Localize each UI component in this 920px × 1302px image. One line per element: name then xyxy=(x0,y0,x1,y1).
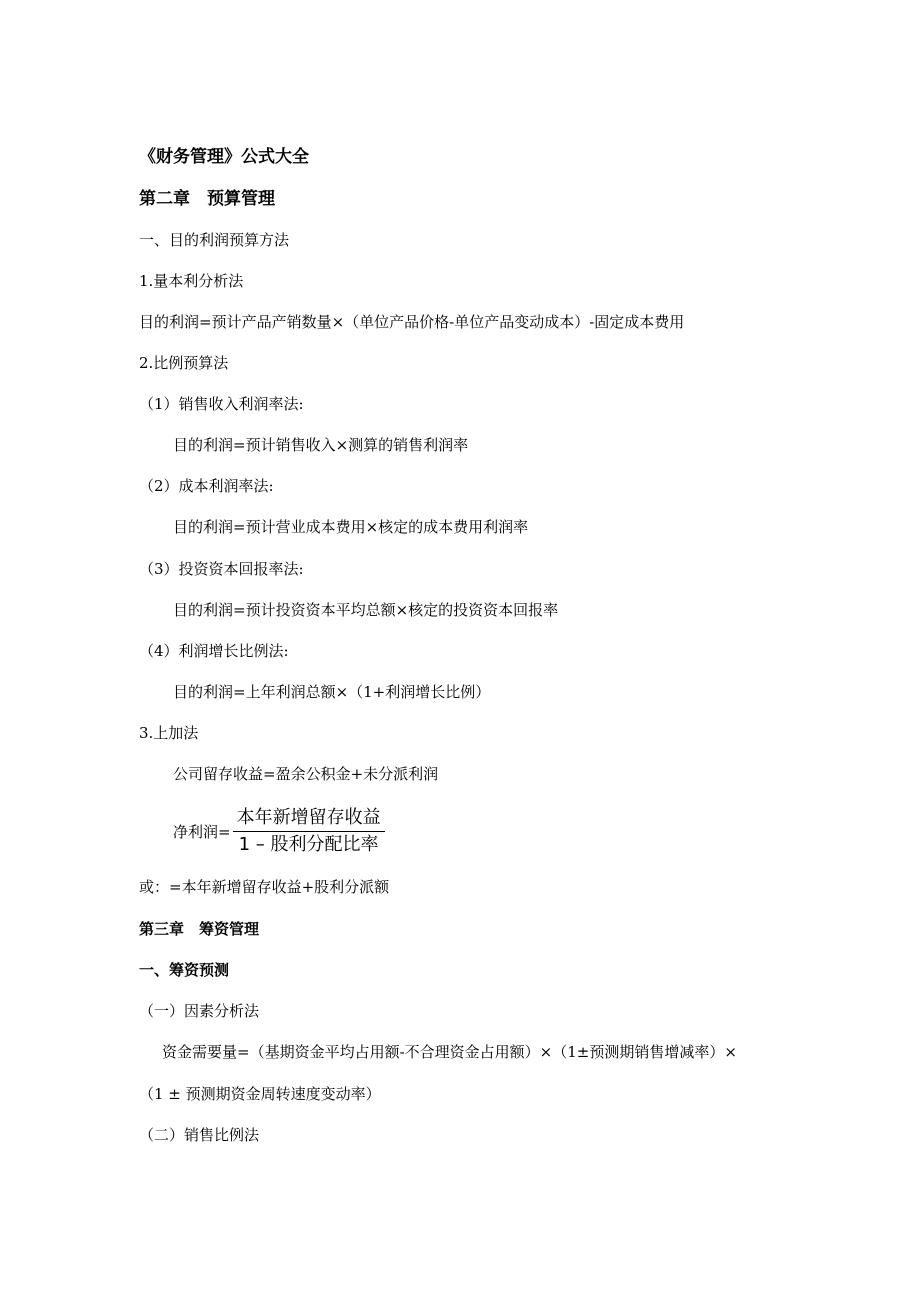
chapter-2-section-1: 一、目的利润预算方法 xyxy=(139,231,290,249)
item-1-heading: 1.量本利分析法 xyxy=(139,272,244,290)
chapter-2-heading: 第二章 预算管理 xyxy=(139,189,275,209)
net-profit-alternative: 或：=本年新增留存收益+股利分派额 xyxy=(139,878,390,896)
sales-ratio-heading: （二）销售比例法 xyxy=(139,1126,260,1144)
fraction-numerator: 本年新增留存收益 xyxy=(233,806,385,832)
chapter-3-heading: 第三章 筹资管理 xyxy=(139,920,260,938)
sub-3-heading: （3）投资资本回报率法: xyxy=(139,560,304,578)
net-profit-formula xyxy=(173,804,385,858)
chapter-3-section-1: 一、筹资预测 xyxy=(139,961,230,979)
sub-1-heading: （1）销售收入利润率法: xyxy=(139,395,304,413)
item-3-heading: 3.上加法 xyxy=(139,724,199,742)
item-2-heading: 2.比例预算法 xyxy=(139,354,229,372)
capital-requirement-formula-line-2: （1 ± 预测期资金周转速度变动率） xyxy=(139,1085,381,1103)
fraction-denominator: 1 – 股利分配比率 xyxy=(238,833,379,855)
sub-1-formula: 目的利润=预计销售收入×测算的销售利润率 xyxy=(173,436,469,454)
net-profit-fraction xyxy=(233,806,385,857)
retained-earnings-formula: 公司留存收益=盈余公积金+未分派利润 xyxy=(173,765,439,783)
sub-2-heading: （2）成本利润率法: xyxy=(139,477,274,495)
factor-analysis-heading: （一）因素分析法 xyxy=(139,1002,260,1020)
sub-3-formula: 目的利润=预计投资资本平均总额×核定的投资资本回报率 xyxy=(173,601,559,619)
document-title: 《财务管理》公式大全 xyxy=(139,147,309,167)
sub-2-formula: 目的利润=预计营业成本费用×核定的成本费用利润率 xyxy=(173,518,529,536)
net-profit-label: 净利润= xyxy=(173,822,231,841)
capital-requirement-formula-line-1: 资金需要量=（基期资金平均占用额-不合理资金占用额）×（1±预测期销售增减率）× xyxy=(162,1043,737,1061)
sub-4-heading: （4）利润增长比例法: xyxy=(139,642,289,660)
item-1-formula: 目的利润=预计产品产销数量×（单位产品价格-单位产品变动成本）-固定成本费用 xyxy=(139,313,685,331)
sub-4-formula: 目的利润=上年利润总额×（1+利润增长比例） xyxy=(173,683,491,701)
